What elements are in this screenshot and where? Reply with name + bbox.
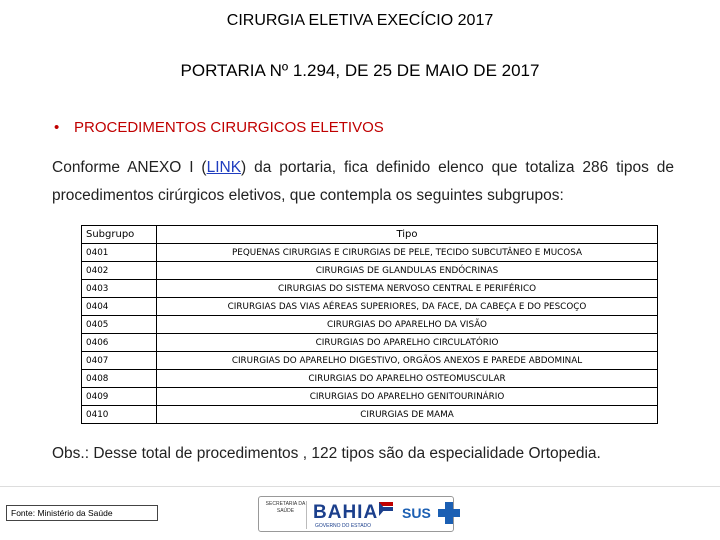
sus-cross-icon [438, 500, 460, 526]
para-suffix: ) da portaria, fica definido elenco que totaliza 286 tipos de procedimentos cirúrgicos eletivos, que contempla os seguintes subgrupos: [52, 159, 674, 204]
subgroup-type: CIRURGIAS DO APARELHO GENITOURINÁRIO [157, 388, 658, 406]
subgroup-type: CIRURGIAS DO SISTEMA NERVOSO CENTRAL E PERIFÉRICO [157, 280, 658, 298]
subgroup-code: 0402 [82, 262, 157, 280]
open-paren: ( [193, 159, 207, 176]
subgroup-type: CIRURGIAS DE GLANDULAS ENDÓCRINAS [157, 262, 658, 280]
subgroup-type: CIRURGIAS DO APARELHO DIGESTIVO, ORGÃOS ANEXOS E PAREDE ABDOMINAL [157, 352, 658, 370]
observation-note: Obs.: Desse total de procedimentos , 122 tipos são da especialidade Ortopedia. [52, 445, 601, 462]
table-row [82, 244, 658, 262]
page-title: CIRURGIA ELETIVA EXECÍCIO 2017 [226, 12, 494, 29]
table-row [82, 370, 658, 388]
para-prefix: Conforme [52, 159, 128, 176]
table-row [82, 280, 658, 298]
header-tipo: Tipo [157, 226, 658, 244]
table-row [82, 262, 658, 280]
header-subgrupo: Subgrupo [82, 226, 157, 244]
table-row [82, 334, 658, 352]
subgroup-type: PEQUENAS CIRURGIAS E CIRURGIAS DE PELE, TECIDO SUBCUTÂNEO E MUCOSA [157, 244, 658, 262]
section-heading-text: PROCEDIMENTOS CIRURGICOS ELETIVOS [74, 119, 384, 136]
bullet-icon: • [54, 119, 60, 136]
portaria-link[interactable]: LINK [206, 159, 242, 176]
subgroups-table [81, 225, 658, 424]
source-label: Fonte: Ministério da Saúde [6, 505, 158, 521]
table-header-row [82, 226, 658, 244]
subgroup-code: 0409 [82, 388, 157, 406]
table-row [82, 406, 658, 424]
intro-paragraph [52, 154, 674, 210]
subgroup-code: 0406 [82, 334, 157, 352]
subgroup-code: 0410 [82, 406, 157, 424]
subgroup-type: CIRURGIAS DO APARELHO CIRCULATÓRIO [157, 334, 658, 352]
bahia-subtitle: GOVERNO DO ESTADO [315, 523, 372, 529]
subgroup-code: 0405 [82, 316, 157, 334]
subgroup-type: CIRURGIAS DO APARELHO OSTEOMUSCULAR [157, 370, 658, 388]
table-row [82, 316, 658, 334]
subgroup-type: CIRURGIAS DE MAMA [157, 406, 658, 424]
subgroup-code: 0401 [82, 244, 157, 262]
secretaria-seal: SECRETARIA DA SAÚDE [265, 501, 307, 529]
annex-label: ANEXO I [127, 159, 194, 176]
page-subtitle: PORTARIA Nº 1.294, DE 25 DE MAIO DE 2017 [180, 61, 540, 80]
section-heading [54, 119, 384, 136]
table-row [82, 388, 658, 406]
sus-wordmark: SUS [402, 505, 431, 521]
bahia-government-logo [258, 496, 468, 534]
table-row [82, 298, 658, 316]
bahia-flag-icon [379, 502, 393, 516]
subgroup-type: CIRURGIAS DO APARELHO DA VISÃO [157, 316, 658, 334]
subgroup-code: 0403 [82, 280, 157, 298]
subgroup-code: 0407 [82, 352, 157, 370]
subgroup-type: CIRURGIAS DAS VIAS AÉREAS SUPERIORES, DA FACE, DA CABEÇA E DO PESCOÇO [157, 298, 658, 316]
bahia-wordmark: BAHIA [313, 502, 379, 523]
subgroup-code: 0408 [82, 370, 157, 388]
subgroup-code: 0404 [82, 298, 157, 316]
table-row [82, 352, 658, 370]
